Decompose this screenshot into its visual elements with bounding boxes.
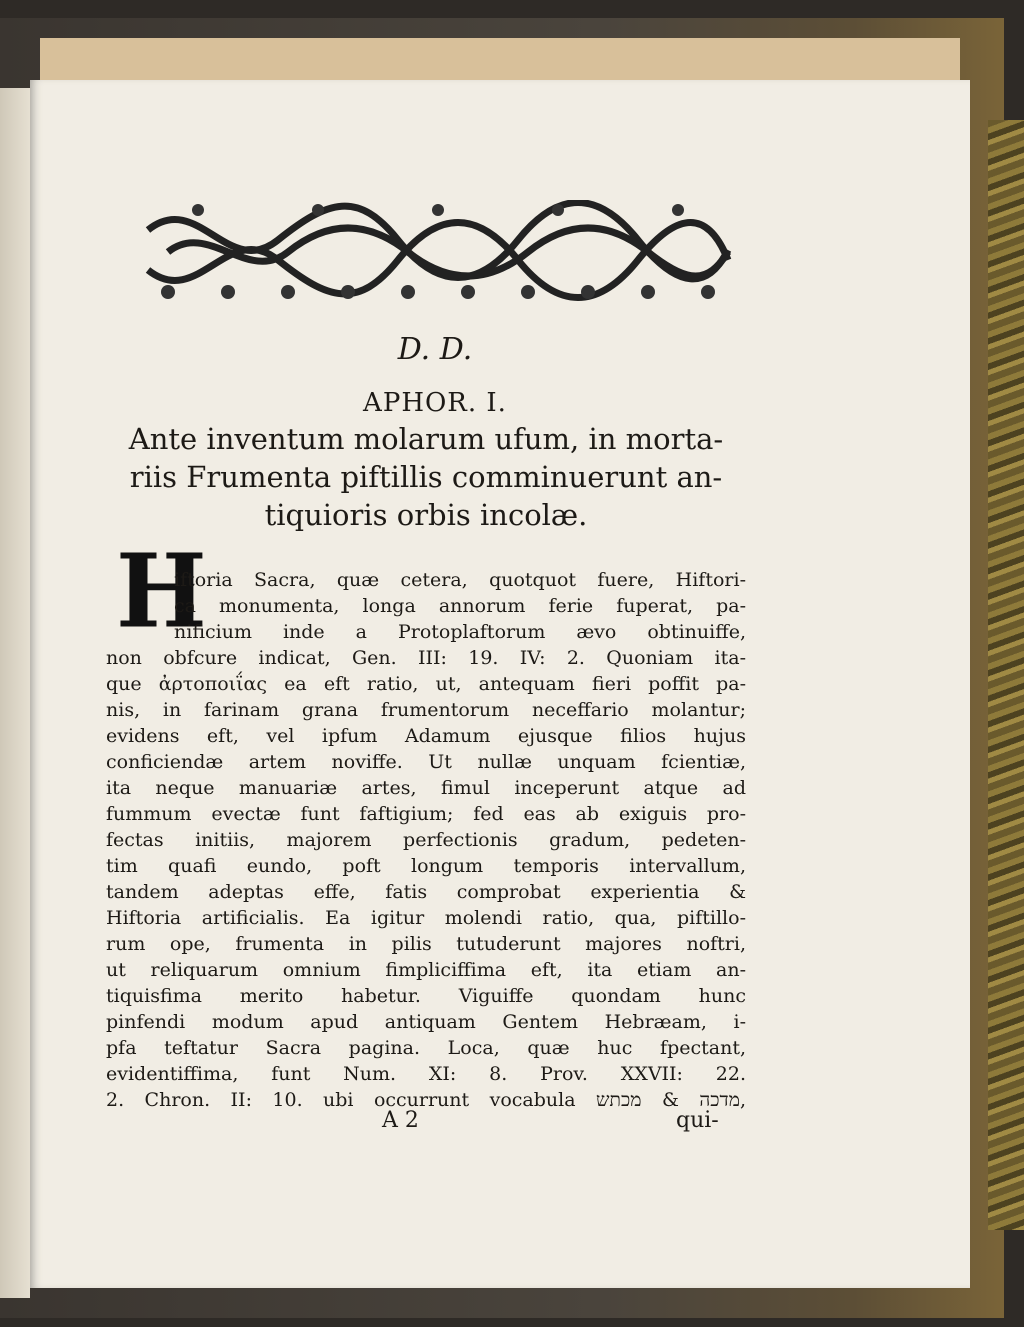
- text-line: pinfendi modum apud antiquam Gentem Hebræam, i-: [106, 1011, 746, 1033]
- marbled-cover-edge: [988, 120, 1024, 1230]
- book-page: [30, 80, 970, 1288]
- text-line: non obfcure indicat, Gen. III: 19. IV: 2. Quoniam ita-: [106, 647, 746, 669]
- text-line: evidens eft, vel ipfum Adamum ejusque filios hujus: [106, 725, 746, 747]
- decorative-headpiece: [138, 200, 738, 304]
- aphorism-line: riis Frumenta piftillis comminuerunt an-: [129, 460, 723, 494]
- text-line: ca monumenta, longa annorum ferie fuperat, pa-: [174, 595, 746, 617]
- text-line: fummum evectæ funt faftigium; fed eas ab exiguis pro-: [106, 803, 746, 825]
- text-line: 2. Chron. II: 10. ubi occurrunt vocabula מדכה & מכתש,: [106, 1089, 747, 1111]
- text-line: iftoria Sacra, quæ cetera, quotquot fuere, Hiftori-: [174, 569, 746, 591]
- left-page-edge: [0, 88, 30, 1298]
- text-line: conficiendæ artem noviffe. Ut nullæ unquam fcientiæ,: [106, 751, 746, 773]
- text-line: que ἀρτοποιΐας ea eft ratio, ut, antequam fieri poffit pa-: [106, 673, 746, 695]
- text-line: ut reliquarum omnium fimpliciffima eft, ita etiam an-: [106, 959, 746, 981]
- catchword: qui-: [676, 1108, 719, 1133]
- text-line: ita neque manuariæ artes, fimul inceperunt atque ad: [106, 777, 746, 799]
- aphorism-line: Ante inventum molarum ufum, in morta-: [128, 422, 724, 456]
- text-line: Hiftoria artificialis. Ea igitur molendi ratio, qua, piftillo-: [106, 907, 746, 929]
- drop-cap: H: [116, 532, 207, 651]
- aphorism-statement: [106, 420, 746, 534]
- text-line: fectas initiis, majorem perfectionis gradum, pedeten-: [106, 829, 746, 851]
- text-line: evidentiffima, funt Num. XI: 8. Prov. XXVII: 22.: [106, 1063, 746, 1085]
- signature-mark: A 2: [382, 1108, 419, 1133]
- aphorism-line: tiquioris orbis incolæ.: [264, 498, 588, 532]
- text-line: tandem adeptas effe, fatis comprobat experientia &: [106, 881, 746, 903]
- text-line: tim quafi eundo, poft longum temporis intervallum,: [106, 855, 746, 877]
- text-line: rum ope, frumenta in pilis tutuderunt majores noftri,: [106, 933, 746, 955]
- text-line: pfa teftatur Sacra pagina. Loca, quæ huc fpectant,: [106, 1037, 746, 1059]
- running-head: D. D.: [397, 332, 473, 367]
- text-line: nis, in farinam grana frumentorum neceffario molantur;: [106, 699, 746, 721]
- aphorism-heading: APHOR. I.: [363, 388, 507, 418]
- text-line: nificium inde a Protoplaftorum ævo obtinuiffe,: [174, 621, 746, 643]
- text-line: tiquisfima merito habetur. Viguiffe quondam hunc: [106, 985, 746, 1007]
